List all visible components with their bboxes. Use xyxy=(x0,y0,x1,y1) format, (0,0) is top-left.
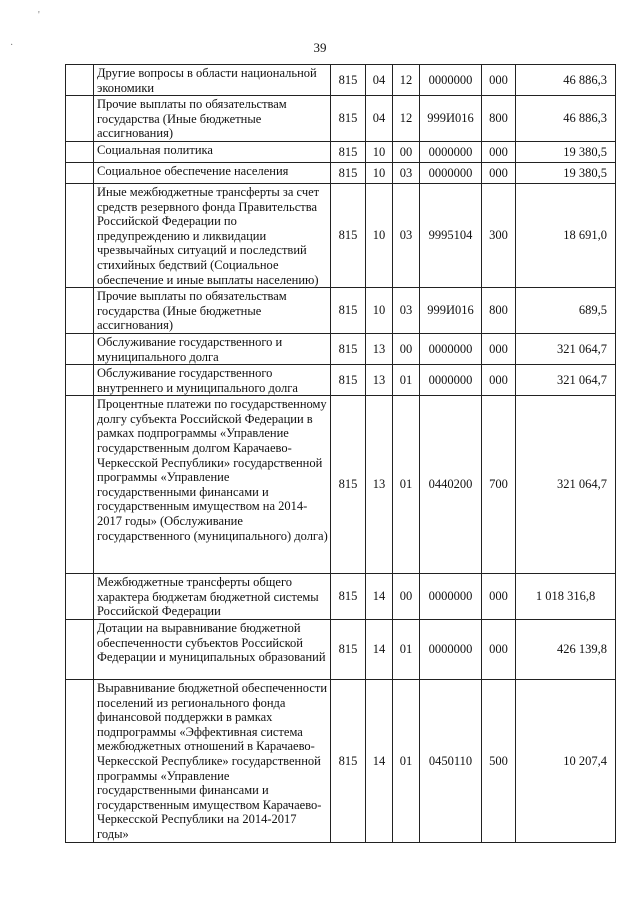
ministry-code-cell: 815 xyxy=(331,183,366,287)
expense-type-cell: 800 xyxy=(482,288,516,334)
section-code-cell: 10 xyxy=(366,183,393,287)
margin-mark: ' xyxy=(38,10,40,21)
amount-cell: 46 886,3 xyxy=(516,65,616,96)
ministry-code-cell: 815 xyxy=(331,333,366,364)
target-article-cell: 0000000 xyxy=(420,333,482,364)
table-row xyxy=(66,65,616,96)
table-row xyxy=(66,183,616,287)
target-article-cell: 0440200 xyxy=(420,396,482,574)
ministry-code-cell: 815 xyxy=(331,620,366,680)
row-number-cell xyxy=(66,620,94,680)
expense-type-cell: 000 xyxy=(482,365,516,396)
subsection-code-cell: 03 xyxy=(393,183,420,287)
amount-cell: 1 018 316,8 xyxy=(516,574,616,620)
table-body xyxy=(66,65,616,843)
table-row xyxy=(66,141,616,162)
budget-table xyxy=(65,64,616,843)
row-number-cell xyxy=(66,141,94,162)
amount-cell: 10 207,4 xyxy=(516,680,616,843)
amount-cell: 426 139,8 xyxy=(516,620,616,680)
page-number: 39 xyxy=(313,40,327,55)
expense-type-cell: 800 xyxy=(482,96,516,142)
ministry-code-cell: 815 xyxy=(331,96,366,142)
table-row xyxy=(66,288,616,334)
section-code-cell: 13 xyxy=(366,365,393,396)
item-name-cell: Процентные платежи по государственному долгу субъекта Российской Федерации в рамках подпрограммы «Управление государственным долгом Карачаево-Черкесской Республики» государственной программы «Управление государственными финансами и государственным имуществом на 2014-2017 годы» (Обслуживание государственного (муниципального) долга) xyxy=(94,396,331,574)
item-name-cell: Иные межбюджетные трансферты за счет средств резервного фонда Правительства Российской Федерации по предупреждению и ликвидации чрезвычайных ситуаций и последствий стихийных бедствий (Социальное обеспечение и иные выплаты населению) xyxy=(94,183,331,287)
subsection-code-cell: 00 xyxy=(393,141,420,162)
item-name-cell: Социальная политика xyxy=(94,141,331,162)
subsection-code-cell: 00 xyxy=(393,333,420,364)
row-number-cell xyxy=(66,365,94,396)
item-name-cell: Прочие выплаты по обязательствам государства (Иные бюджетные ассигнования) xyxy=(94,288,331,334)
expense-type-cell: 000 xyxy=(482,620,516,680)
expense-type-cell: 000 xyxy=(482,65,516,96)
amount-cell: 18 691,0 xyxy=(516,183,616,287)
target-article-cell: 999И016 xyxy=(420,288,482,334)
subsection-code-cell: 01 xyxy=(393,680,420,843)
margin-mark: · xyxy=(10,40,14,51)
item-name-cell: Социальное обеспечение населения xyxy=(94,162,331,183)
amount-cell: 689,5 xyxy=(516,288,616,334)
table-row xyxy=(66,396,616,574)
target-article-cell: 0450110 xyxy=(420,680,482,843)
ministry-code-cell: 815 xyxy=(331,574,366,620)
expense-type-cell: 500 xyxy=(482,680,516,843)
ministry-code-cell: 815 xyxy=(331,65,366,96)
section-code-cell: 04 xyxy=(366,65,393,96)
row-number-cell xyxy=(66,162,94,183)
table-row xyxy=(66,365,616,396)
expense-type-cell: 300 xyxy=(482,183,516,287)
table-row xyxy=(66,333,616,364)
expense-type-cell: 000 xyxy=(482,141,516,162)
section-code-cell: 10 xyxy=(366,162,393,183)
amount-cell: 321 064,7 xyxy=(516,333,616,364)
item-name-cell: Дотации на выравнивание бюджетной обеспеченности субъектов Российской Федерации и муниципальных образований xyxy=(94,620,331,680)
table-row xyxy=(66,162,616,183)
item-name-cell: Обслуживание государственного внутреннего и муниципального долга xyxy=(94,365,331,396)
section-code-cell: 10 xyxy=(366,288,393,334)
ministry-code-cell: 815 xyxy=(331,680,366,843)
item-name-cell: Межбюджетные трансферты общего характера бюджетам бюджетной системы Российской Федерации xyxy=(94,574,331,620)
ministry-code-cell: 815 xyxy=(331,365,366,396)
table-row xyxy=(66,96,616,142)
target-article-cell: 0000000 xyxy=(420,574,482,620)
row-number-cell xyxy=(66,288,94,334)
expense-type-cell: 700 xyxy=(482,396,516,574)
item-name-cell: Выравнивание бюджетной обеспеченности поселений из регионального фонда финансовой поддержки в рамках подпрограммы «Эффективная система межбюджетных отношений в Карачаево-Черкесской Республике» государственной программы «Управление государственными финансами и государственным имуществом Карачаево-Черкесской Республики на 2014-2017 годы» xyxy=(94,680,331,843)
subsection-code-cell: 12 xyxy=(393,96,420,142)
ministry-code-cell: 815 xyxy=(331,396,366,574)
expense-type-cell: 000 xyxy=(482,574,516,620)
section-code-cell: 14 xyxy=(366,620,393,680)
subsection-code-cell: 12 xyxy=(393,65,420,96)
subsection-code-cell: 01 xyxy=(393,365,420,396)
ministry-code-cell: 815 xyxy=(331,288,366,334)
amount-cell: 19 380,5 xyxy=(516,141,616,162)
amount-cell: 19 380,5 xyxy=(516,162,616,183)
table-row xyxy=(66,680,616,843)
row-number-cell xyxy=(66,574,94,620)
row-number-cell xyxy=(66,96,94,142)
table-row xyxy=(66,620,616,680)
subsection-code-cell: 00 xyxy=(393,574,420,620)
expense-type-cell: 000 xyxy=(482,333,516,364)
section-code-cell: 14 xyxy=(366,574,393,620)
ministry-code-cell: 815 xyxy=(331,141,366,162)
item-name-cell: Другие вопросы в области национальной экономики xyxy=(94,65,331,96)
target-article-cell: 0000000 xyxy=(420,141,482,162)
section-code-cell: 13 xyxy=(366,396,393,574)
table-row xyxy=(66,574,616,620)
subsection-code-cell: 01 xyxy=(393,620,420,680)
amount-cell: 321 064,7 xyxy=(516,396,616,574)
row-number-cell xyxy=(66,65,94,96)
subsection-code-cell: 01 xyxy=(393,396,420,574)
section-code-cell: 13 xyxy=(366,333,393,364)
target-article-cell: 999И016 xyxy=(420,96,482,142)
target-article-cell: 0000000 xyxy=(420,65,482,96)
amount-cell: 321 064,7 xyxy=(516,365,616,396)
row-number-cell xyxy=(66,396,94,574)
subsection-code-cell: 03 xyxy=(393,288,420,334)
amount-cell: 46 886,3 xyxy=(516,96,616,142)
target-article-cell: 0000000 xyxy=(420,620,482,680)
expense-type-cell: 000 xyxy=(482,162,516,183)
section-code-cell: 14 xyxy=(366,680,393,843)
section-code-cell: 04 xyxy=(366,96,393,142)
row-number-cell xyxy=(66,680,94,843)
item-name-cell: Прочие выплаты по обязательствам государства (Иные бюджетные ассигнования) xyxy=(94,96,331,142)
target-article-cell: 9995104 xyxy=(420,183,482,287)
subsection-code-cell: 03 xyxy=(393,162,420,183)
section-code-cell: 10 xyxy=(366,141,393,162)
item-name-cell: Обслуживание государственного и муниципального долга xyxy=(94,333,331,364)
target-article-cell: 0000000 xyxy=(420,162,482,183)
row-number-cell xyxy=(66,183,94,287)
ministry-code-cell: 815 xyxy=(331,162,366,183)
target-article-cell: 0000000 xyxy=(420,365,482,396)
row-number-cell xyxy=(66,333,94,364)
